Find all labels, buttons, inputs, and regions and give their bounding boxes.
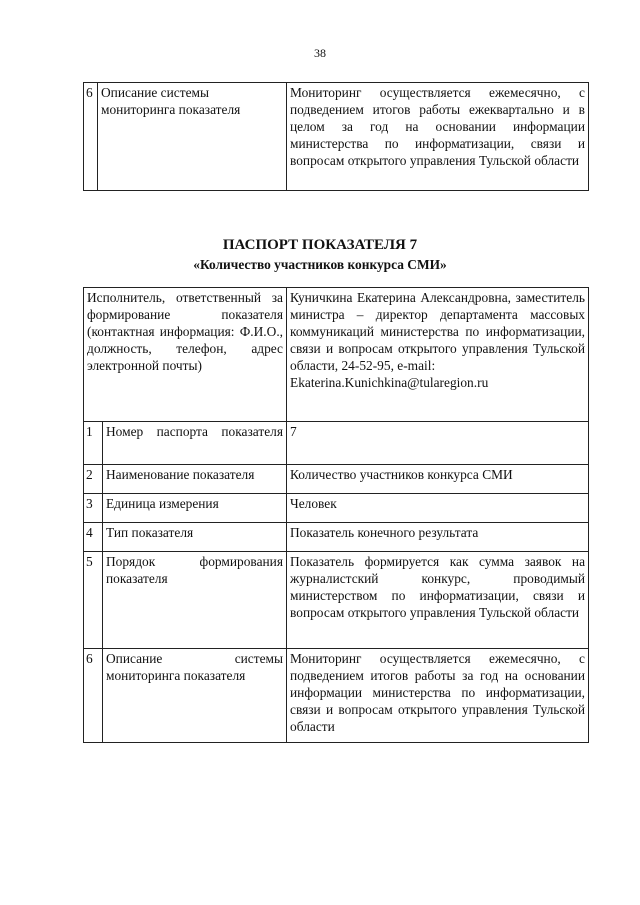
row-value: Мониторинг осуществляется ежемесячно, с подведением итогов работы за год на основании информации министерства по информатизации, связи и вопросам открытого управления Тульской области: [287, 649, 589, 743]
row-label: Единица измерения: [103, 494, 287, 523]
row-value: Количество участников конкурса СМИ: [287, 465, 589, 494]
row-number: 5: [84, 552, 103, 649]
row-number: 1: [84, 422, 103, 465]
row-number: 6: [84, 649, 103, 743]
row-label: Наименование показателя: [103, 465, 287, 494]
row-value: Показатель конечного результата: [287, 523, 589, 552]
table-row: [84, 552, 589, 649]
row-number: 6: [84, 83, 98, 191]
passport-subtitle: «Количество участников конкурса СМИ»: [193, 257, 447, 272]
row-label: Порядок формирования показателя: [103, 552, 287, 649]
continuation-table: [83, 82, 589, 191]
executor-details: Куничкина Екатерина Александровна, заместитель министра – директор департамента массовых коммуникаций министерства по информатизации, связи и вопросам открытого управления Тульской области, 24-52-95, e-mail:: [290, 290, 586, 373]
table-row: [84, 83, 589, 191]
passport-heading: [0, 236, 640, 274]
row-label: Тип показателя: [103, 523, 287, 552]
table-row-executor: [84, 288, 589, 422]
passport-table: [83, 287, 589, 743]
page-number: 38: [314, 46, 326, 60]
executor-label: Исполнитель, ответственный за формирование показателя (контактная информация: Ф.И.О., должность, телефон, адрес электронной почты): [84, 288, 287, 422]
row-value: 7: [287, 422, 589, 465]
row-number: 4: [84, 523, 103, 552]
row-value: Показатель формируется как сумма заявок на журналистский конкурс, проводимый министерством по информатизации, связи и вопросам открытого управления Тульской области: [287, 552, 589, 649]
row-number: 2: [84, 465, 103, 494]
row-label: Номер паспорта показателя: [103, 422, 287, 465]
table-row: [84, 649, 589, 743]
row-value: Человек: [287, 494, 589, 523]
passport-title: ПАСПОРТ ПОКАЗАТЕЛЯ 7: [222, 237, 418, 253]
executor-email: Ekaterina.Kunichkina@tularegion.ru: [290, 375, 489, 390]
row-label: Описание системы мониторинга показателя: [103, 649, 287, 743]
table-row: [84, 465, 589, 494]
table-row: [84, 494, 589, 523]
row-value: Мониторинг осуществляется ежемесячно, с подведением итогов работы ежеквартально и в целом за год на основании информации министерства по информатизации, связи и вопросам открытого управления Тульской области: [287, 83, 589, 191]
executor-value: [287, 288, 589, 422]
table-row: [84, 523, 589, 552]
row-number: 3: [84, 494, 103, 523]
row-label: Описание системы мониторинга показателя: [98, 83, 287, 191]
table-row: [84, 422, 589, 465]
